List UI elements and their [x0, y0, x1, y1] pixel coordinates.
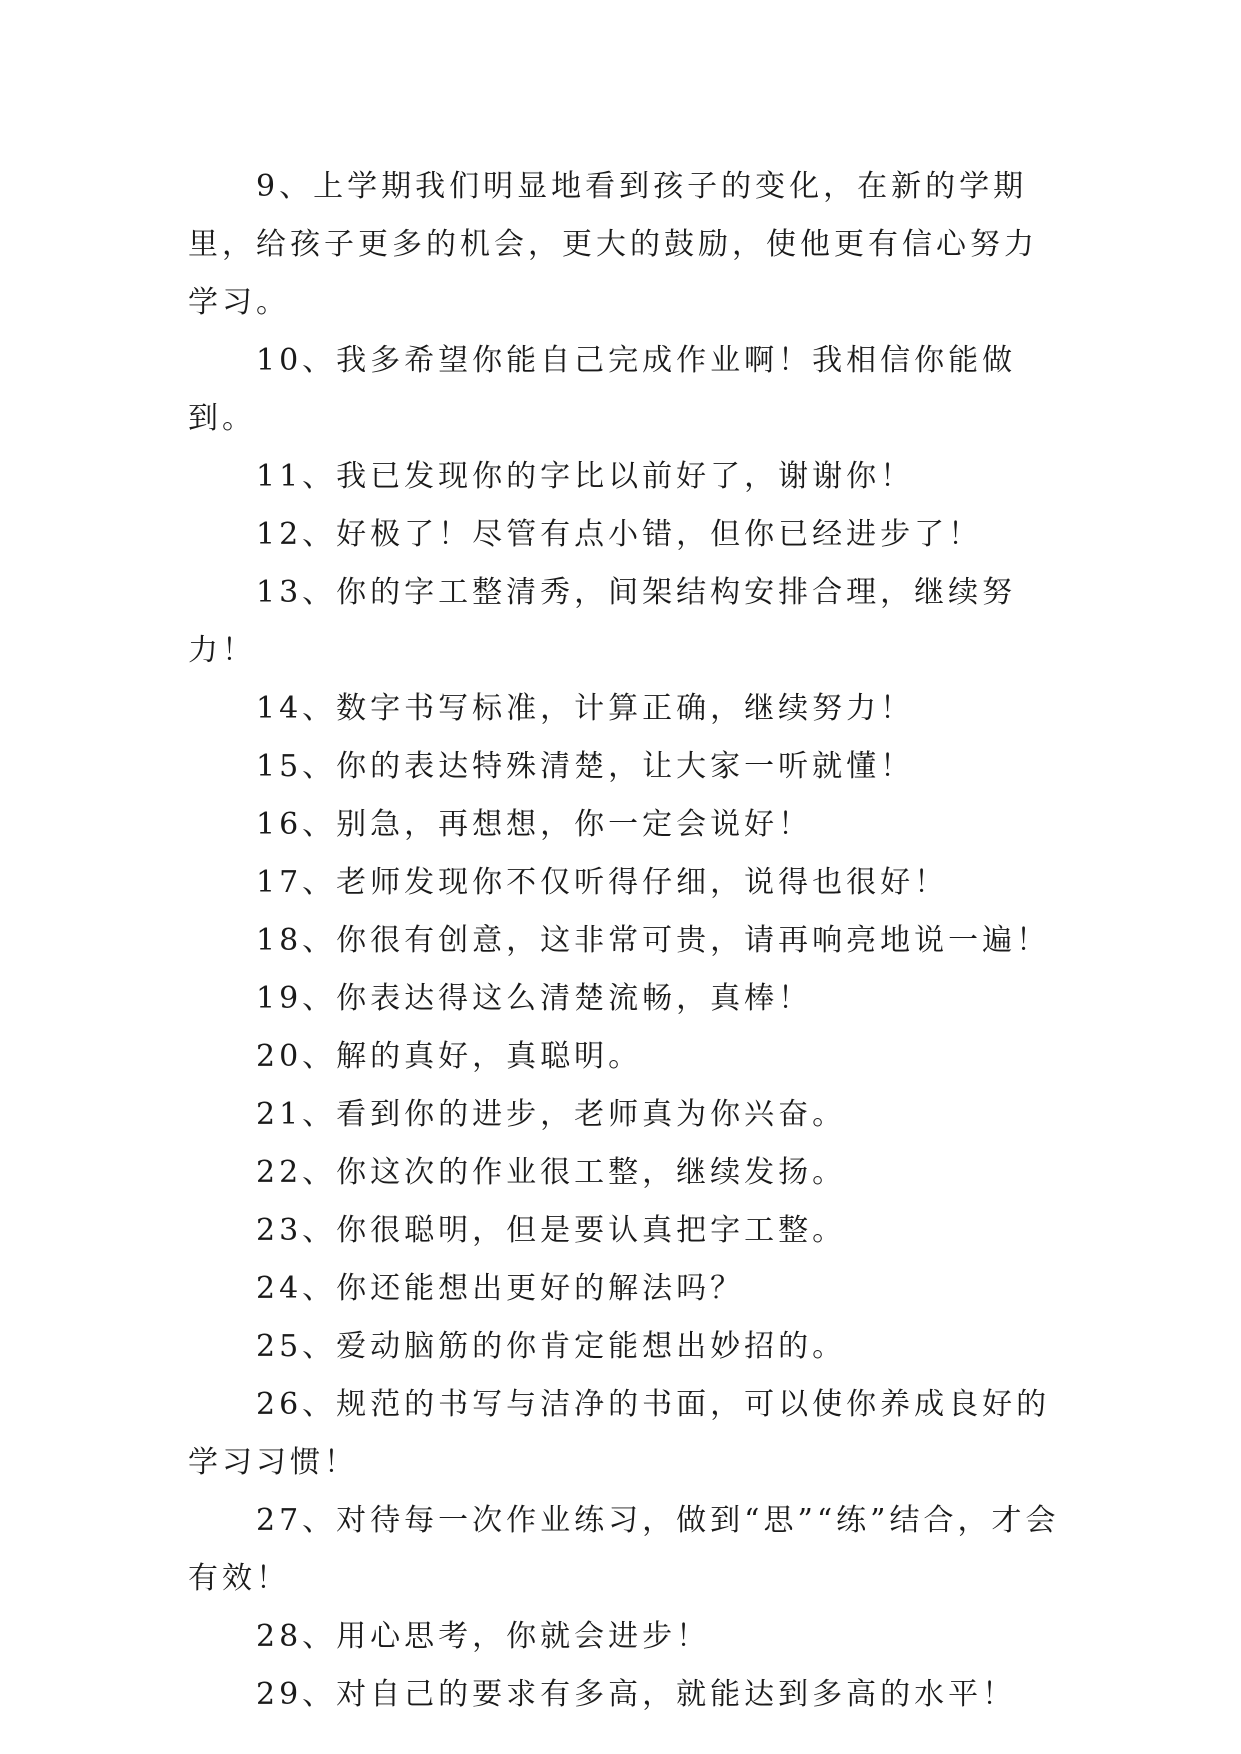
paragraph-16: 16、别急，再想想，你一定会说好！: [256, 807, 813, 842]
paragraph-11: 11、我已发现你的字比以前好了，谢谢你！: [256, 459, 915, 494]
paragraph-14: 14、数字书写标准，计算正确，继续努力！: [256, 691, 915, 726]
paragraph-26: 26、规范的书写与洁净的书面，可以使你养成良好的学习习惯！: [188, 1387, 1051, 1480]
paragraph-18: 18、你很有创意，这非常可贵，请再响亮地说一遍！: [256, 923, 1051, 958]
paragraph-21: 21、看到你的进步，老师真为你兴奋。: [256, 1097, 847, 1132]
paragraph-9: 9、上学期我们明显地看到孩子的变化，在新的学期里，给孩子更多的机会，更大的鼓励，使他更有信心努力学习。: [188, 169, 1038, 320]
paragraph-10: 10、我多希望你能自己完成作业啊！我相信你能做到。: [188, 343, 1017, 436]
paragraph-17: 17、老师发现你不仅听得仔细，说得也很好！: [256, 865, 949, 900]
paragraph-20: 20、解的真好，真聪明。: [256, 1039, 643, 1074]
paragraph-22: 22、你这次的作业很工整，继续发扬。: [256, 1155, 847, 1190]
paragraph-13: 13、你的字工整清秀，间架结构安排合理，继续努力！: [188, 575, 1017, 668]
paragraph-15: 15、你的表达特殊清楚，让大家一听就懂！: [256, 749, 915, 784]
paragraph-29: 29、对自己的要求有多高，就能达到多高的水平！: [256, 1677, 1017, 1712]
paragraph-27: 27、对待每一次作业练习，做到“思”“练”结合，才会有效！: [188, 1503, 1060, 1596]
paragraph-23: 23、你很聪明，但是要认真把字工整。: [256, 1213, 847, 1248]
document-body: [188, 158, 1068, 1724]
paragraph-12: 12、好极了！尽管有点小错，但你已经进步了！: [256, 517, 983, 552]
paragraph-28: 28、用心思考，你就会进步！: [256, 1619, 711, 1654]
paragraph-19: 19、你表达得这么清楚流畅，真棒！: [256, 981, 813, 1016]
paragraph-25: 25、爱动脑筋的你肯定能想出妙招的。: [256, 1329, 847, 1364]
paragraph-24: 24、你还能想出更好的解法吗？: [256, 1271, 745, 1306]
